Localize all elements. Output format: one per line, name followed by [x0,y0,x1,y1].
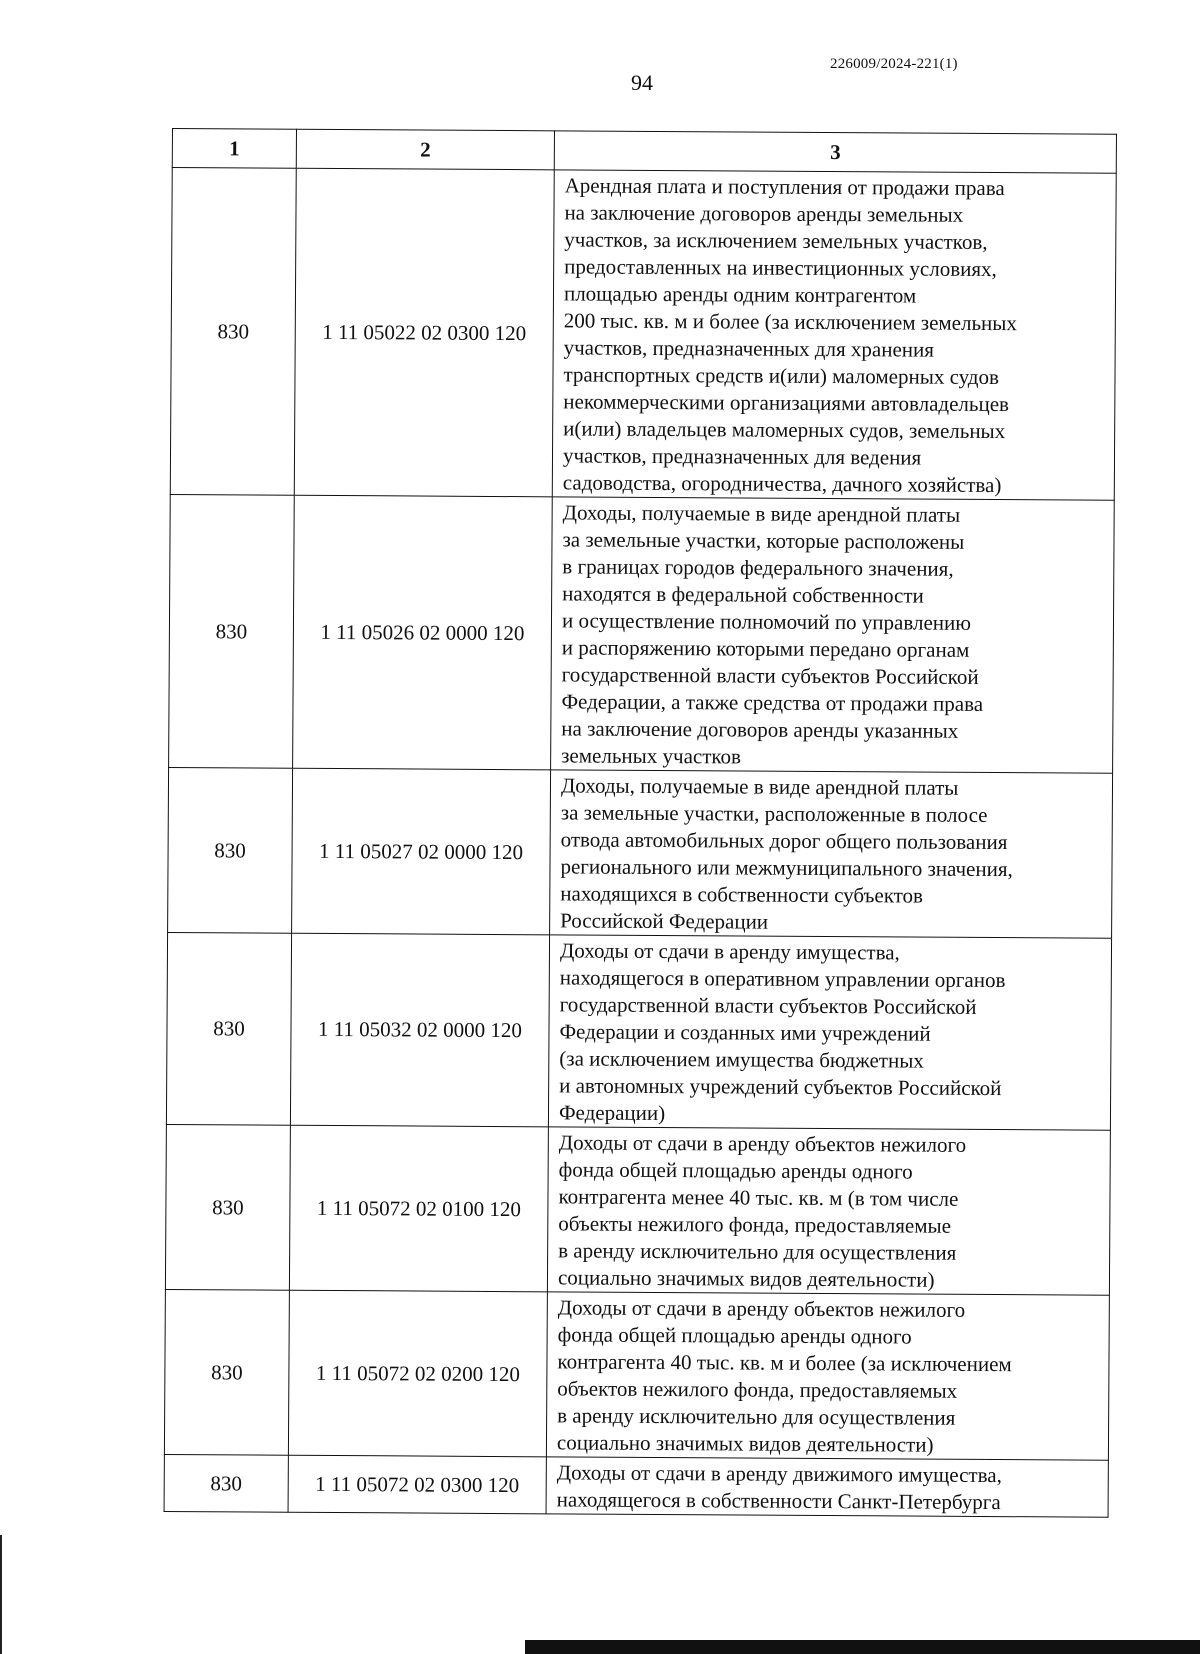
table-row [170,168,1116,501]
revenue-name-line: в границах городов федерального значения, [562,554,954,581]
revenue-name-line: участков, предназначенных для хранения [563,335,935,362]
revenue-name-line: находящегося в оперативном управлении органов [559,965,1006,993]
revenue-name-line: Федерации, а также средства от продажи права [561,689,984,716]
revenue-name-line: земельных участков [561,743,742,769]
document-number: 226009/2024-221(1) [830,56,958,72]
revenue-name-line: (за исключением имущества бюджетных [559,1046,924,1073]
revenue-table [164,128,1117,1518]
header-row [172,129,1116,174]
admin-code-cell: 830 [164,1289,289,1455]
admin-code-cell: 830 [168,767,293,933]
page-number: 94 [631,70,653,95]
revenue-name-line: фонда общей площадью аренды одного [557,1322,912,1349]
revenue-name-line: находящегося в собственности Санкт-Петербурга [556,1487,1001,1515]
revenue-name-line: Доходы от сдачи в аренду объектов нежилого [557,1295,966,1322]
revenue-name-line: Доходы от сдачи в аренду имущества, [559,938,900,965]
revenue-name-cell [550,770,1113,938]
revenue-name-line: и распоряжению которыми передано органам [561,635,970,662]
revenue-name-line: контрагента 40 тыс. кв. м и более (за исключением [557,1349,1012,1377]
revenue-name-cell [547,1127,1110,1295]
revenue-name-line: объектов нежилого фонда, предоставляемых [557,1376,958,1403]
table-row [165,1124,1110,1295]
revenue-code-cell: 1 11 05022 02 0300 120 [294,168,554,497]
revenue-name-line: на заключение договоров аренды земельных [564,200,964,227]
scan-bottom-bar [525,1640,1200,1654]
revenue-name-cell [552,170,1116,500]
table-header [172,129,1116,174]
revenue-name-line: на заключение договоров аренды указанных [561,716,959,743]
admin-code-cell: 830 [170,168,296,496]
revenue-name-line: в аренду исключительно для осуществления [558,1238,957,1265]
revenue-name-line: Российской Федерации [560,908,769,934]
revenue-name-line: за земельные участки, которые расположены [562,527,965,554]
revenue-name-cell [548,935,1111,1130]
revenue-name-line: садоводства, огородничества, дачного хозяйства) [562,470,1002,498]
revenue-name-line: объекты нежилого фонда, предоставляемые [558,1211,952,1238]
table-row [169,494,1115,773]
revenue-name-line: Федерации) [558,1100,666,1126]
table-row [168,767,1113,938]
revenue-name-line: контрагента менее 40 тыс. кв. м (в том числе [558,1184,959,1211]
revenue-name-line: Доходы от сдачи в аренду движимого имущества, [556,1460,1002,1488]
revenue-name-line: некоммерческими организациями автовладельцев [563,389,1010,417]
column-header-3: 3 [554,131,1116,173]
revenue-name-line: социально значимых видов деятельности) [556,1430,934,1457]
revenue-code-cell: 1 11 05027 02 0000 120 [292,768,551,935]
revenue-name-line: и(или) владельцев маломерных судов, земельных [563,416,1006,444]
revenue-name-line: фонда общей площадью аренды одного [558,1157,913,1184]
revenue-name-line: площадью аренды одним контрагентом [563,281,917,308]
revenue-name-line: находящихся в собственности субъектов [560,881,924,908]
revenue-name-line: регионального или межмуниципального значения, [560,854,1013,882]
revenue-name-line: социально значимых видов деятельности) [557,1265,935,1292]
revenue-name-line: государственной власти субъектов Российской [559,992,977,1019]
admin-code-cell: 830 [164,1454,288,1512]
revenue-name-line: за земельные участки, расположенные в полосе [560,800,988,827]
revenue-name-line: и осуществление полномочий по управлению [561,608,972,635]
revenue-name-line: в аренду исключительно для осуществления [557,1403,956,1430]
revenue-name-line: находятся в федеральной собственности [562,581,924,608]
table-body [164,168,1116,1518]
revenue-name-line: и автономных учреждений субъектов Российской [559,1073,1002,1101]
revenue-name-line: участков, предназначенных для ведения [562,443,922,470]
table-row [164,1289,1109,1460]
revenue-code-cell: 1 11 05032 02 0000 120 [290,933,549,1127]
revenue-name-line: предоставленных на инвестиционных условиях, [564,254,997,282]
revenue-code-cell: 1 11 05072 02 0300 120 [288,1455,546,1514]
column-header-2: 2 [296,129,554,170]
table-row [166,932,1111,1130]
revenue-name-cell [551,497,1115,773]
revenue-name-line: транспортных средств и(или) маломерных судов [563,362,1000,390]
revenue-name-line: Доходы, получаемые в виде арендной платы [562,500,961,527]
revenue-name-cell [546,1292,1109,1460]
admin-code-cell: 830 [166,932,291,1125]
revenue-name-line: государственной власти субъектов Российской [561,662,979,689]
revenue-name-line: Доходы от сдачи в аренду объектов нежилого [558,1130,967,1157]
revenue-name-line: Арендная плата и поступления от продажи права [564,173,1005,201]
revenue-code-cell: 1 11 05072 02 0100 120 [289,1125,548,1292]
scan-edge-mark [0,1535,2,1654]
revenue-code-cell: 1 11 05026 02 0000 120 [293,495,553,770]
revenue-code-cell: 1 11 05072 02 0200 120 [288,1290,547,1457]
revenue-name-cell [546,1457,1108,1517]
admin-code-cell: 830 [169,494,295,768]
admin-code-cell: 830 [165,1124,290,1290]
column-header-1: 1 [172,129,296,169]
revenue-name-line: отвода автомобильных дорог общего пользования [560,827,1008,855]
revenue-name-line: 200 тыс. кв. м и более (за исключением земельных [563,308,1018,336]
revenue-name-line: участков, за исключением земельных участков, [564,227,988,254]
table-row [164,1454,1108,1517]
revenue-name-line: Федерации и созданных ими учреждений [559,1019,931,1046]
revenue-name-line: Доходы, получаемые в виде арендной платы [560,773,959,800]
